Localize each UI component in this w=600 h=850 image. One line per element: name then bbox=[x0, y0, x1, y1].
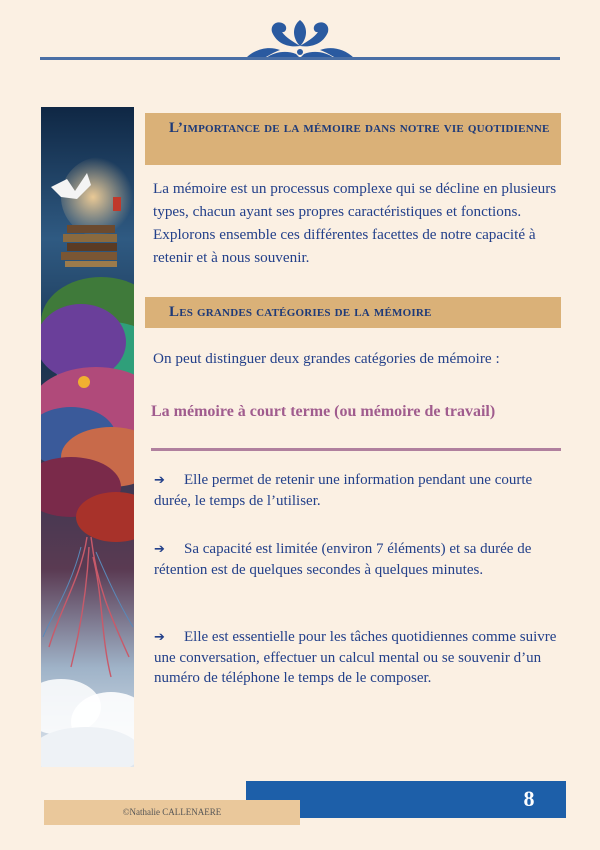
arrow-right-icon: ➔ bbox=[154, 542, 165, 557]
section-heading-importance: L’importance de la mémoire dans notre vie quotidienne bbox=[145, 113, 561, 165]
section-body-categories: On peut distinguer deux grandes catégories de mémoire : bbox=[153, 350, 500, 367]
bullet-item: ➔ Elle permet de retenir une information pendant une courte durée, le temps de l’utiliser. bbox=[154, 472, 533, 509]
scroll-ornament-icon bbox=[240, 12, 360, 60]
page-number: 8 bbox=[523, 786, 535, 811]
subsection-title: La mémoire à court terme (ou mémoire de travail) bbox=[151, 403, 496, 420]
bullet-item: ➔ Elle est essentielle pour les tâches quotidiennes comme suivre une conversation, effectuer un calcul mental ou se souvenir d’un numéro de téléphone le temps de le composer. bbox=[154, 629, 557, 686]
copyright-label: ©Nathalie CALLENAERE bbox=[44, 800, 300, 825]
bullet-item: ➔ Sa capacité est limitée (environ 7 éléments) et sa durée de rétention est de quelques secondes à quelques minutes. bbox=[154, 541, 532, 578]
arrow-right-icon: ➔ bbox=[154, 473, 165, 488]
top-divider bbox=[40, 57, 560, 60]
section-heading-categories: Les grandes catégories de la mémoire bbox=[145, 297, 561, 328]
brain-art-illustration bbox=[41, 107, 134, 767]
arrow-right-icon: ➔ bbox=[154, 630, 165, 645]
section-body-importance: La mémoire est un processus complexe qui se décline en plusieurs types, chacun ayant ses propres caractéristiques et fonctions. Explorons ensemble ces différentes facettes de notre capacité à retenir et à nous souvenir. bbox=[153, 180, 557, 266]
subsection-divider bbox=[151, 448, 561, 451]
